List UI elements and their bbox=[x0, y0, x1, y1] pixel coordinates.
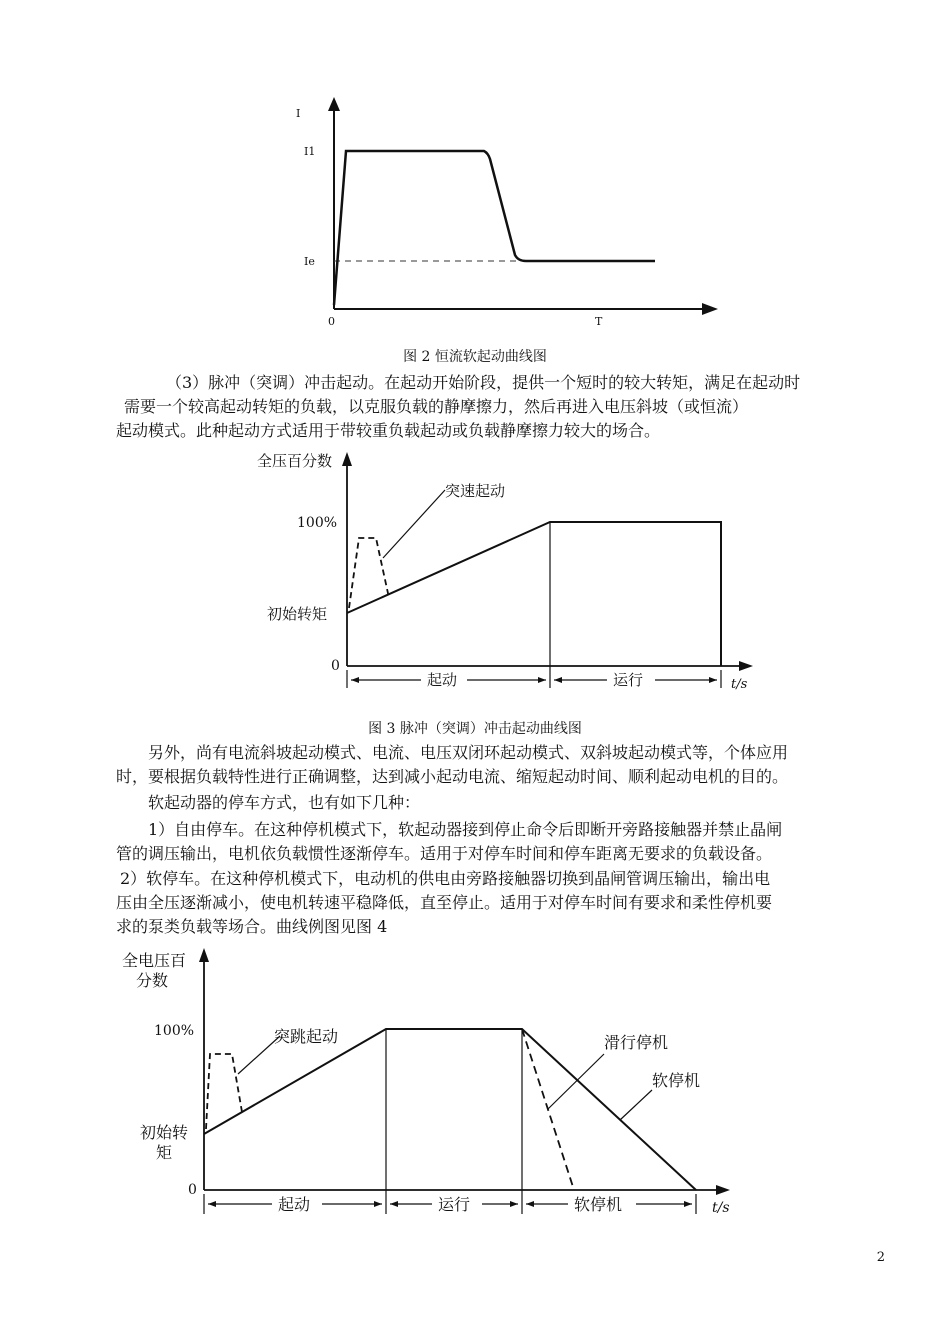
figure-2-constant-current-curve bbox=[290, 95, 730, 330]
initial-torque-label: 初始转矩 bbox=[267, 605, 328, 623]
soft-stop-curve-label: 软停机 bbox=[652, 1071, 701, 1090]
paragraph-stop-intro bbox=[116, 791, 886, 815]
y-axis-arrow bbox=[342, 452, 352, 466]
figure-4-soft-stop-curve bbox=[112, 944, 752, 1224]
coast-leader bbox=[548, 1054, 604, 1109]
arrow bbox=[208, 1201, 216, 1207]
arrow bbox=[390, 1201, 398, 1207]
origin-label: 0 bbox=[328, 315, 335, 328]
initial-torque-label-line1: 初始转 bbox=[140, 1123, 189, 1142]
soft-stop-phase-label: 软停机 bbox=[574, 1195, 623, 1214]
text-line: （3）脉冲（突调）冲击起动。在起动开始阶段，提供一个短时的较大转矩，满足在起动时 bbox=[166, 373, 801, 392]
origin-label: 0 bbox=[188, 1182, 197, 1198]
figure-2-caption: 图 2 恒流软起动曲线图 bbox=[403, 349, 547, 365]
y-axis-arrow bbox=[199, 948, 209, 962]
text-line: 另外，尚有电流斜坡起动模式、电流、电压双闭环起动模式、双斜坡起动模式等，个体应用 bbox=[148, 743, 789, 762]
text-line: 管的调压输出，电机依负载惯性逐渐停车。适用于对停车时间和停车距离无要求的负载设备。 bbox=[116, 844, 773, 863]
x-axis-arrow bbox=[716, 1185, 730, 1195]
coast-stop-label: 滑行停机 bbox=[604, 1033, 669, 1052]
text-line: 时，要根据负载特性进行正确调整，达到减小起动电流、缩短起动时间、顺利起动电机的目的。 bbox=[116, 767, 789, 786]
voltage-curve bbox=[347, 522, 721, 666]
text-line: 起动模式。此种起动方式适用于带较重负载起动或负载静摩擦力较大的场合。 bbox=[116, 421, 661, 440]
y-axis-label-line1: 全电压百 bbox=[122, 951, 187, 970]
kick-label: 突速起动 bbox=[445, 482, 506, 500]
arrow bbox=[526, 1201, 534, 1207]
arrow bbox=[374, 1201, 382, 1207]
text-line: 1）自由停车。在这种停机模式下，软起动器接到停止命令后即断开旁路接触器并禁止晶闸 bbox=[148, 820, 783, 839]
arrow bbox=[684, 1201, 692, 1207]
y-axis-label-line2: 分数 bbox=[136, 971, 169, 990]
text-line: 压由全压逐渐减小，使电机转速平稳降低，直至停止。适用于对停车时间有要求和柔性停机要 bbox=[116, 893, 773, 912]
x-axis-arrow bbox=[702, 303, 718, 315]
pct100-label: 100% bbox=[154, 1023, 195, 1039]
paragraph-pulse-start bbox=[116, 371, 886, 443]
time-axis-label: t/s bbox=[712, 1200, 730, 1216]
paragraph-other-modes bbox=[116, 741, 886, 789]
figure-3-pulse-kick-curve bbox=[255, 448, 765, 710]
origin-label: 0 bbox=[331, 658, 340, 674]
x-axis-arrow bbox=[739, 661, 753, 671]
run-phase-label: 运行 bbox=[438, 1195, 471, 1214]
i1-label: I1 bbox=[304, 145, 316, 158]
paragraph-free-stop bbox=[116, 818, 886, 866]
start-phase-label: 起动 bbox=[278, 1195, 311, 1214]
text-line: 软起动器的停车方式，也有如下几种： bbox=[148, 793, 421, 812]
x-axis-label: T bbox=[595, 315, 603, 328]
current-curve bbox=[334, 151, 655, 305]
text-line: 求的泵类负载等场合。曲线例图见图 4 bbox=[116, 917, 388, 936]
page-number: 2 bbox=[876, 1250, 885, 1265]
kick-label: 突跳起动 bbox=[274, 1027, 339, 1046]
arrow bbox=[351, 677, 359, 683]
text-line: 2）软停车。在这种停机模式下，电动机的供电由旁路接触器切换到晶闸管调压输出，输出电 bbox=[120, 869, 771, 888]
arrow bbox=[709, 677, 717, 683]
arrow bbox=[538, 677, 546, 683]
arrow bbox=[510, 1201, 518, 1207]
y-axis-label: 全压百分数 bbox=[257, 452, 333, 470]
kick-leader bbox=[383, 490, 445, 558]
ie-label: Ie bbox=[304, 255, 315, 268]
kick-dashed-curve bbox=[206, 1054, 242, 1129]
time-axis-label: t/s bbox=[731, 677, 748, 692]
arrow bbox=[554, 677, 562, 683]
figure-3-caption: 图 3 脉冲（突调）冲击起动曲线图 bbox=[368, 721, 582, 737]
initial-torque-label-line2: 矩 bbox=[156, 1143, 173, 1162]
soft-stop-curve bbox=[204, 1029, 696, 1190]
soft-leader bbox=[620, 1090, 652, 1120]
y-axis-arrow bbox=[328, 97, 340, 111]
run-phase-label: 运行 bbox=[613, 671, 644, 689]
text-line: 需要一个较高起动转矩的负载，以克服负载的静摩擦力，然后再进入电压斜坡（或恒流） bbox=[124, 397, 749, 416]
paragraph-soft-stop bbox=[116, 867, 886, 939]
start-phase-label: 起动 bbox=[427, 671, 458, 689]
pct100-label: 100% bbox=[297, 515, 338, 531]
y-axis-label: I bbox=[296, 107, 301, 120]
